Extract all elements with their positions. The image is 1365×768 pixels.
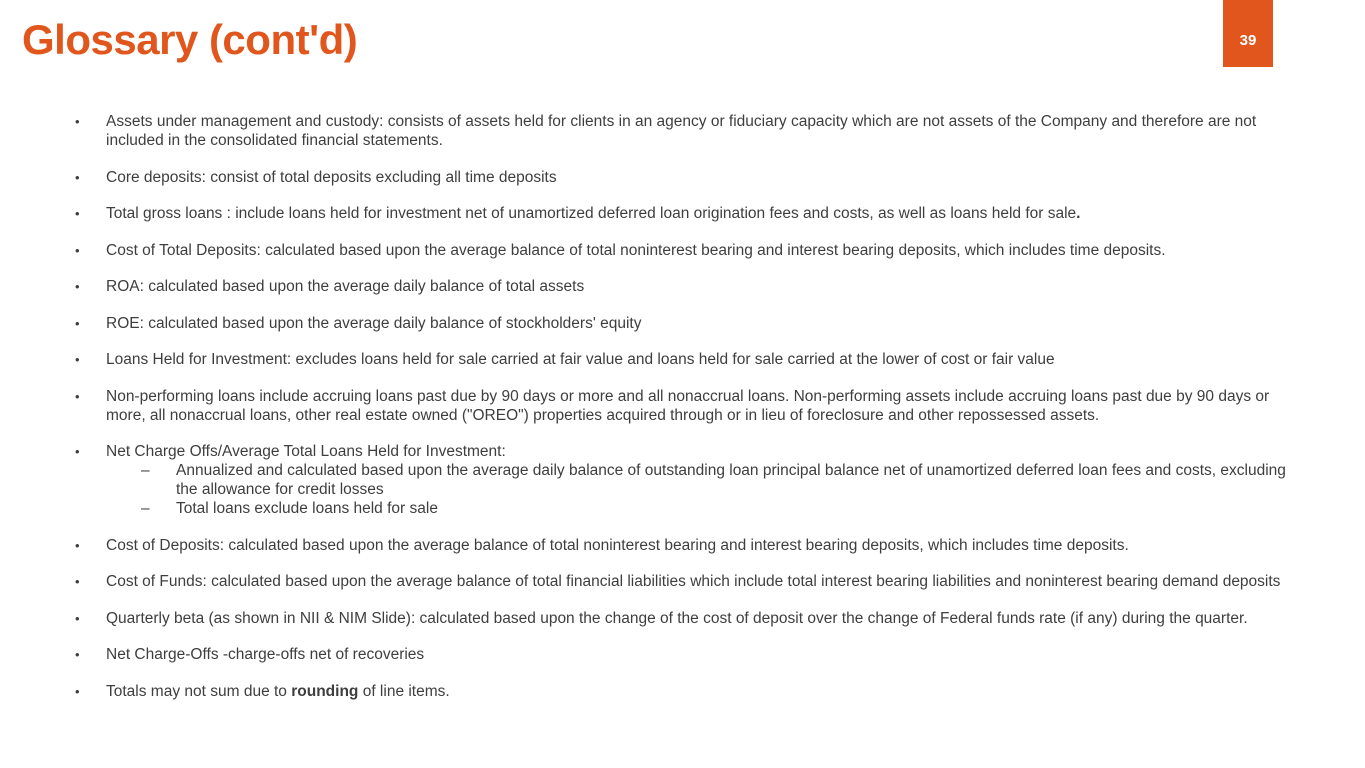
glossary-item-content	[106, 168, 1301, 187]
glossary-item-content	[106, 387, 1301, 425]
glossary-text-segment: Total loans exclude loans held for sale	[176, 500, 438, 517]
glossary-item-text	[106, 314, 1301, 333]
glossary-subitem	[141, 499, 1301, 518]
bullet-icon: •	[75, 537, 80, 553]
glossary-item-content	[106, 572, 1301, 591]
page-number: 39	[1239, 32, 1257, 49]
glossary-text-segment: Cost of Funds: calculated based upon the average balance of total financial liabilities which include total interest bearing liabilities and noninterest bearing demand deposits	[106, 573, 1281, 590]
page-title: Glossary (cont'd)	[22, 16, 358, 63]
bullet-icon: •	[75, 279, 80, 294]
dash-icon: –	[141, 500, 150, 517]
glossary-item-content	[106, 112, 1301, 150]
slide-page-number-badge	[1223, 0, 1273, 67]
glossary-item	[75, 609, 1301, 628]
glossary-text-segment: Cost of Deposits: calculated based upon the average balance of total noninterest bearing and interest bearing deposits, which includes time deposits.	[106, 536, 1129, 554]
glossary-item-content	[106, 609, 1301, 628]
glossary-text-segment: Net Charge Offs/Average Total Loans Held for Investment:	[106, 443, 506, 460]
glossary-item-text	[106, 112, 1301, 150]
glossary-item	[75, 241, 1301, 260]
bullet-icon: •	[75, 388, 80, 404]
glossary-item-content	[106, 536, 1301, 555]
glossary-item-content	[106, 350, 1301, 369]
glossary-text-segment: Non-performing loans include accruing loans past due by 90 days or more and all nonaccrual loans. Non-performing assets include accruing loans past due by 90 days or more, all nonaccrual loans, other real estate owned ("OREO") properties acquired through or in lieu of foreclosure and other repossessed assets.	[106, 387, 1270, 424]
glossary-item-content	[106, 241, 1301, 260]
glossary-text-segment: of line items.	[358, 682, 450, 700]
glossary-item-text	[106, 277, 1301, 296]
glossary-item	[75, 277, 1301, 296]
glossary-item	[75, 536, 1301, 555]
glossary-item-text	[106, 682, 1301, 701]
bullet-icon: •	[75, 206, 80, 221]
glossary-subitem-text	[176, 499, 438, 518]
glossary-item	[75, 572, 1301, 591]
glossary-item	[75, 112, 1301, 150]
glossary-text-segment: Assets under management and custody: consists of assets held for clients in an agency or fiduciary capacity which are not assets of the Company and therefore are not included in the consolidated financial statements.	[106, 113, 1257, 149]
glossary-item-text	[106, 645, 1301, 664]
bullet-icon: •	[75, 315, 80, 331]
glossary-text-segment: Core deposits: consist of total deposits excluding all time deposits	[106, 168, 557, 186]
glossary-item	[75, 645, 1301, 664]
bullet-icon: •	[75, 169, 80, 185]
bullet-icon: •	[75, 647, 80, 662]
glossary-subitem-text	[176, 461, 1301, 499]
bullet-icon: •	[75, 352, 80, 367]
glossary-subitem	[141, 461, 1301, 499]
glossary-item	[75, 168, 1301, 187]
bullet-icon: •	[75, 242, 80, 258]
glossary-item-text	[106, 572, 1301, 591]
bullet-icon: •	[75, 683, 80, 699]
glossary-item-content	[106, 314, 1301, 333]
glossary-text-segment: Annualized and calculated based upon the average daily balance of outstanding loan principal balance net of unamortized deferred loan fees and costs, excluding the allowance for credit losses	[176, 462, 1286, 498]
glossary-item-content	[106, 645, 1301, 664]
glossary-item-text	[106, 442, 1301, 461]
glossary-item-text	[106, 241, 1301, 260]
glossary-item-text	[106, 168, 1301, 187]
glossary-text-segment: Net Charge-Offs -charge-offs net of recoveries	[106, 646, 425, 663]
glossary-text-segment: .	[1076, 205, 1081, 222]
glossary-item-text	[106, 350, 1301, 369]
glossary-item-content	[106, 682, 1301, 701]
glossary-text-segment: rounding	[291, 682, 359, 700]
glossary-text-segment: ROA: calculated based upon the average daily balance of total assets	[106, 278, 585, 295]
glossary-text-segment: Total gross loans : include loans held for investment net of unamortized deferred loan origination fees and costs, as well as loans held for sale	[106, 205, 1077, 222]
glossary-item-content	[106, 442, 1301, 518]
glossary-item	[75, 387, 1301, 425]
glossary-item	[75, 442, 1301, 518]
glossary-item-text	[106, 204, 1301, 223]
glossary-list	[75, 112, 1301, 718]
glossary-item	[75, 350, 1301, 369]
glossary-item	[75, 314, 1301, 333]
glossary-item-text	[106, 387, 1301, 425]
bullet-icon: •	[75, 444, 80, 459]
glossary-item-text	[106, 609, 1301, 628]
bullet-icon: •	[75, 114, 80, 129]
glossary-item	[75, 204, 1301, 223]
glossary-text-segment: ROE: calculated based upon the average daily balance of stockholders' equity	[106, 314, 642, 332]
glossary-text-segment: Cost of Total Deposits: calculated based upon the average balance of total noninterest bearing and interest bearing deposits, which includes time deposits.	[106, 241, 1166, 259]
glossary-text-segment: Totals may not sum due to	[106, 682, 292, 700]
glossary-text-segment: Quarterly beta (as shown in NII & NIM Slide): calculated based upon the change of the cost of deposit over the change of Federal funds rate (if any) during the quarter.	[106, 609, 1248, 627]
glossary-text-segment: Loans Held for Investment: excludes loans held for sale carried at fair value and loans held for sale carried at the lower of cost or fair value	[106, 351, 1055, 368]
glossary-item-content	[106, 204, 1301, 223]
dash-icon: –	[141, 462, 150, 479]
bullet-icon: •	[75, 610, 80, 626]
glossary-sublist	[106, 461, 1301, 518]
glossary-item-content	[106, 277, 1301, 296]
glossary-item	[75, 682, 1301, 701]
bullet-icon: •	[75, 574, 80, 589]
glossary-item-text	[106, 536, 1301, 555]
